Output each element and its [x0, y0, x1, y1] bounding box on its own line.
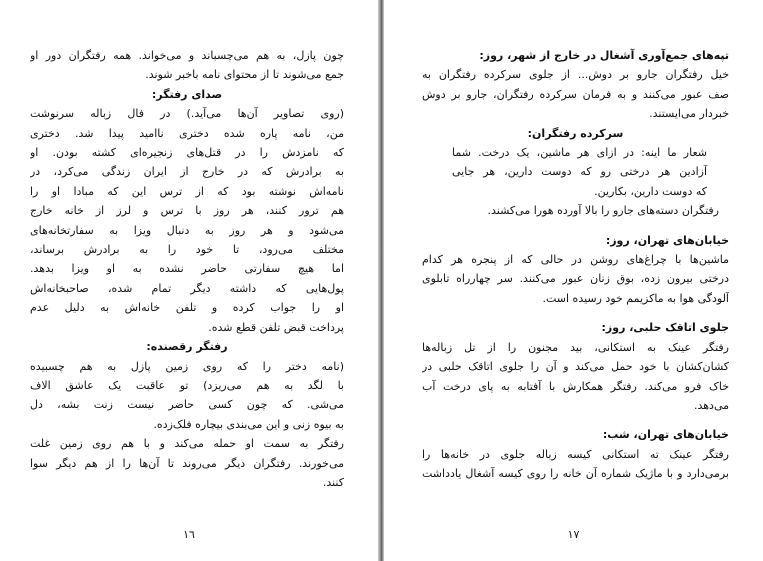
text-line: مختلف می‌رود، تا خود را به برادرش برساند، — [30, 243, 344, 257]
text-line: آزادین هر درختی رو که دوست دارین، هر جایی — [452, 165, 707, 179]
text-line: می‌دهد. — [693, 398, 729, 412]
text-line: خیل رفتگران جارو بر دوش... از جلوی سرکرده رفتگران به — [422, 68, 729, 82]
scene-heading: جلوی اتاقک حلبی، روز: — [601, 321, 729, 335]
text-line: خاک فرو می‌کند. رفتگر همکارش با آفتابه به پای درخت آب — [422, 379, 729, 393]
page-number: ١٦ — [183, 528, 195, 541]
scene-heading: خیابان‌های تهران، روز: — [605, 233, 729, 247]
text-line: هم ترور کنند، هر روز با ترس و لرز از خانه خارج — [30, 204, 344, 218]
text-line: که دوست دارین، بکارین. — [594, 184, 707, 198]
scene-heading: خیابان‌های تهران، شب: — [602, 428, 729, 442]
text-line: رفتگر به سمت او حمله می‌کند و با هم روی زمین غلت — [30, 437, 344, 451]
text-line: درختی بیرون زده، بوق زنان عبور می‌کنند. سر چهارراه تابلوی — [422, 272, 729, 286]
left-page — [0, 0, 378, 561]
text-line: پرداخت قبض تلفن قطع شده. — [208, 320, 344, 334]
text-line: صف عبور می‌کنند و به فرمان سرکرده رفتگران، جارو بر دوش — [422, 87, 729, 101]
text-line: می‌شود و هر روز به دنبال ویزا به سفارتخانه‌های — [30, 223, 344, 237]
text-line: چون پازل، به هم می‌چسباند و می‌خواند. همه رفتگران دور او — [30, 49, 344, 62]
text-line: که نامزدش را در قتل‌های زنجیره‌ای کشته بودن. او — [30, 146, 344, 160]
text-line: به بیوه زنی و این می‌بندی بیچاره فلک‌زده. — [153, 417, 344, 431]
scene-heading: تپه‌های جمع‌آوری آشغال در خارج از شهر، روز: — [479, 49, 729, 62]
text-line: خبردار می‌ایستند. — [649, 107, 729, 121]
text-line: رفتگران دسته‌های جارو را بالا آورده هورا می‌کشند. — [487, 204, 719, 218]
text-line: رفتگر عینک ته استکانی کیسه زباله جلوی در خانه‌ها را — [422, 447, 729, 461]
text-line: اما هیچ سفارتی حاضر نشده به او ویزا بدهد. — [30, 262, 344, 276]
text-line: شعار ما اینه: در ازای هر ماشین، یک درخت. شما — [452, 146, 707, 160]
text-line: جمع می‌شوند تا از محتوای نامه باخبر شوند. — [145, 68, 344, 82]
text-line: (نامه دختر را که روی زمین پازل به هم چسبیده — [30, 359, 344, 373]
dancer-heading: رفتگر رقصنده: — [146, 340, 228, 354]
text-line: به برادرش که در خارج از ایران زندگی می‌کرد، در — [30, 165, 344, 179]
text-line: کشان‌کشان با خود حمل می‌کند و آن را جلوی اتاقک حلبی در — [422, 360, 729, 374]
page-number: ١٧ — [567, 528, 580, 541]
voice-heading: صدای رفتگر: — [151, 87, 223, 101]
text-line: کنند. — [322, 475, 344, 489]
text-line: ماشین‌ها با چراغ‌های روشن در حالی که از پنجره هر کدام — [422, 253, 729, 267]
right-page — [384, 0, 763, 561]
text-line: می‌خورند. رفتگران دیگر می‌روند تا آن‌ها را از هم دیگر سوا — [30, 456, 344, 470]
text-line: (روی تصاویر آن‌ها می‌آید.) در فال زباله سرنوشت — [30, 107, 344, 121]
leader-heading: سرکرده رفتگران: — [527, 126, 624, 140]
text-line: با لگد به هم می‌ریزد) تو عاقبت یک عاشق الاف — [30, 378, 344, 392]
text-line: آلودگی هوا به ماکزیمم خود رسیده است. — [542, 291, 729, 305]
text-line: می‌شی. که چون کسی حاضر نیست زنت بشه، دل — [30, 398, 344, 412]
text-line: نامه‌اش نوشته بود که از ترس این که مبادا او را — [30, 184, 344, 198]
text-line: رفتگر عینک به استکانی، بید مجنون را از تل زباله‌ها — [422, 340, 729, 354]
text-line: پول‌هایی که داشته دیگر تمام شده، صاحبخانه‌اش — [30, 281, 344, 295]
text-line: برمی‌دارد و با ماژیک شماره آن خانه را روی کیسه آشغال یادداشت — [422, 467, 729, 481]
text-line: او را جواب کرده و تلفن خانه‌اش به دلیل عدم — [30, 301, 344, 315]
text-line: من، نامه پاره شده دختری ناامید پیدا شد. دختری — [30, 126, 344, 140]
